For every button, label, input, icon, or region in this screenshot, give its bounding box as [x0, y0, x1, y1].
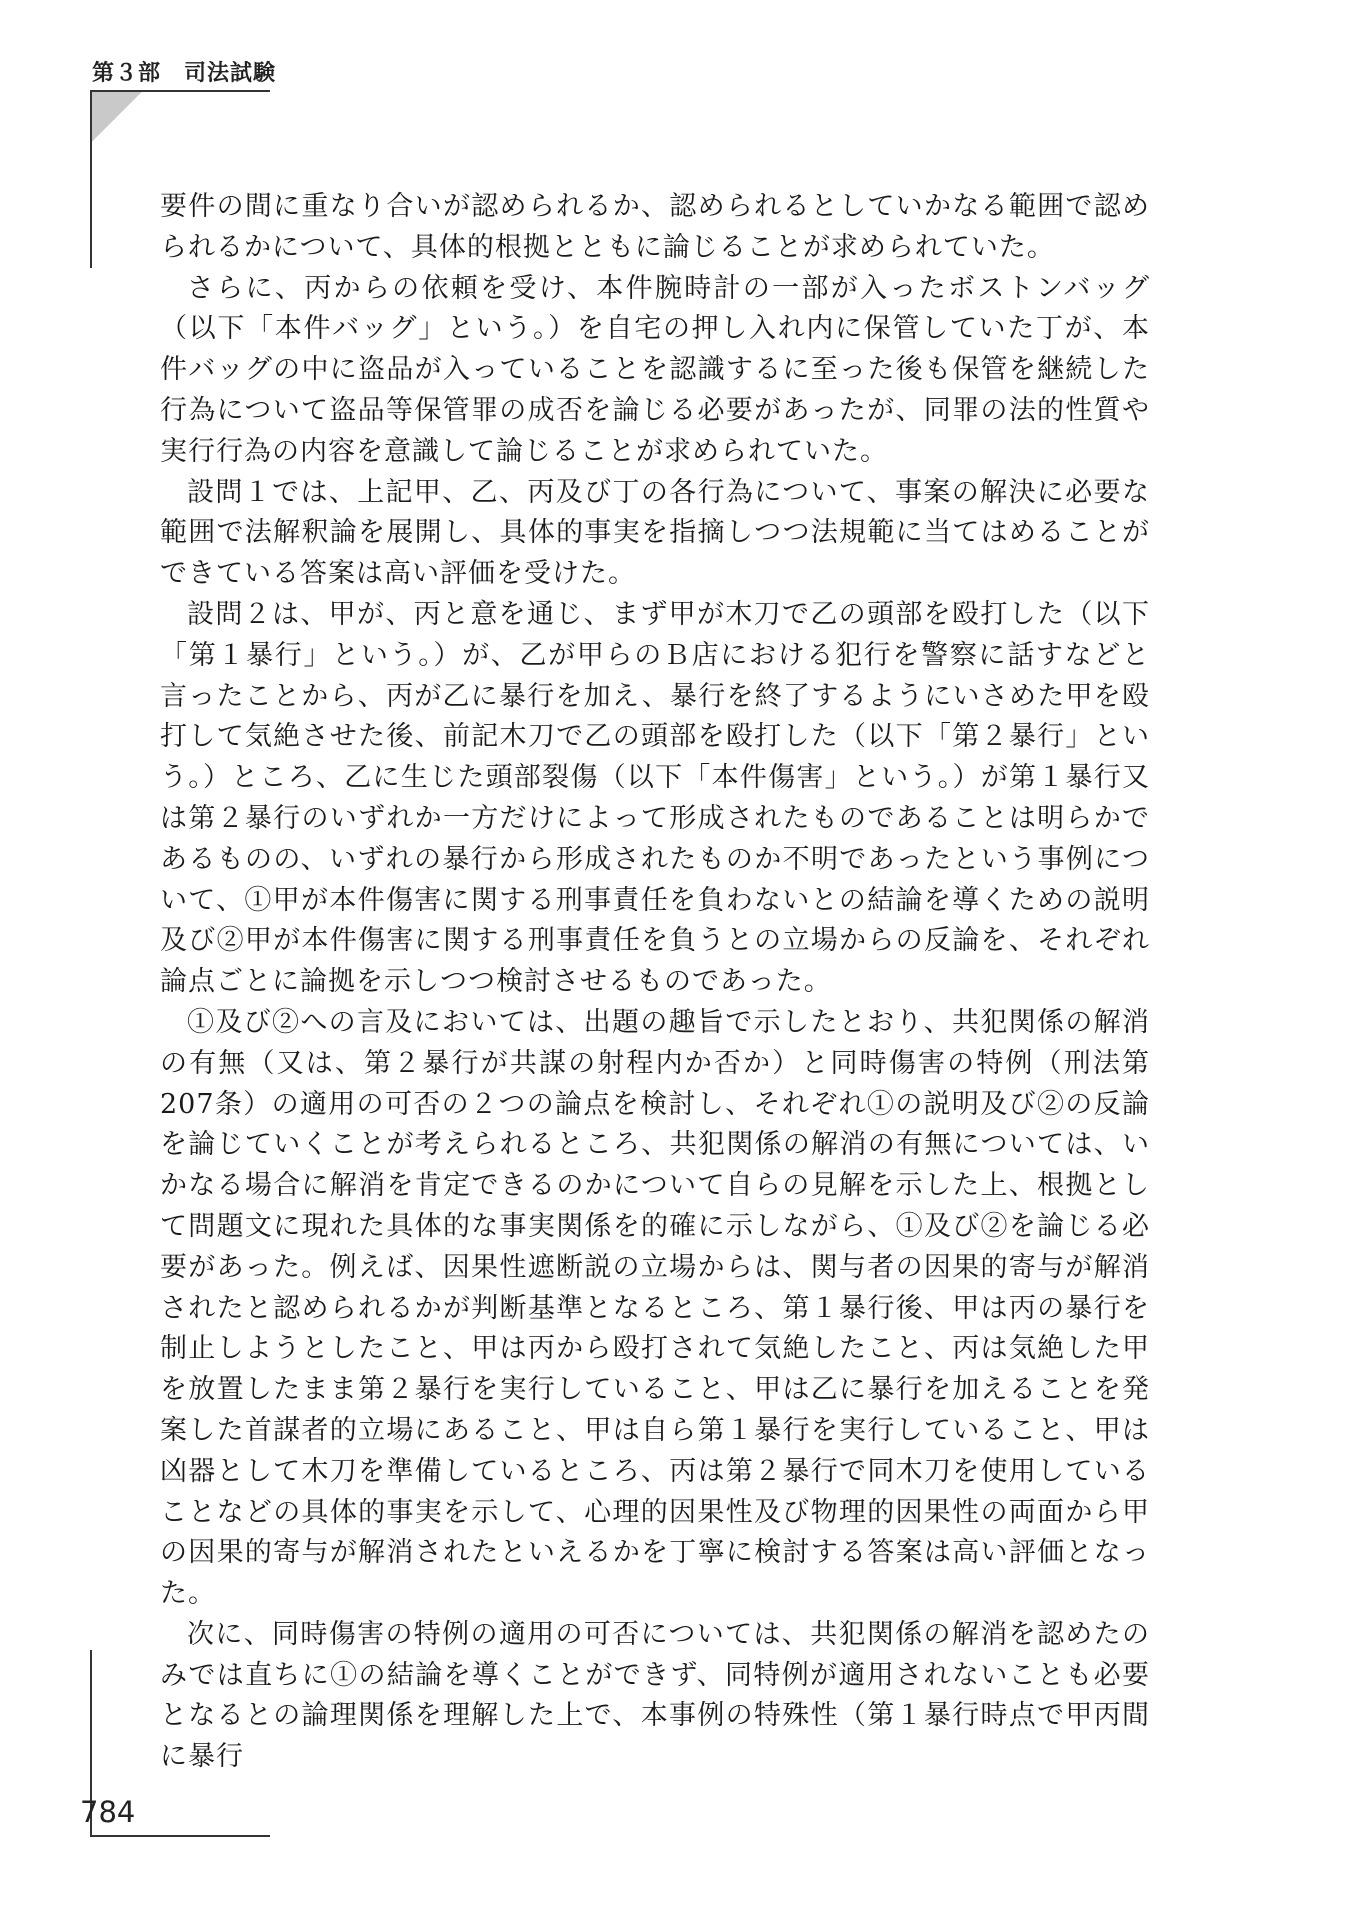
body-text: [160, 187, 1150, 1778]
paragraph: 設問１では、上記甲、乙、丙及び丁の各行為について、事案の解決に必要な範囲で法解釈論を展開し、具体的事実を指摘しつつ法規範に当てはめることができている答案は高い評価を受けた。: [160, 476, 1150, 590]
running-head: 第３部 司法試験: [92, 61, 277, 86]
paragraph: ①及び②への言及においては、出題の趣旨で示したとおり、共犯関係の解消の有無（又は、第２暴行が共謀の射程内か否か）と同時傷害の特例（刑法第207条）の適用の可否の２つの論点を検討し、それぞれ①の説明及び②の反論を論じていくことが考えられるところ、共犯関係の解消の有無については、いかなる場合に解消を肯定できるのかについて自らの見解を示した上、根拠として問題文に現れた具体的な事実関係を的確に示しながら、①及び②を論じる必要があった。例えば、因果性遮断説の立場からは、関与者の因果的寄与が解消されたと認められるかが判断基準となるところ、第１暴行後、甲は丙の暴行を制止しようとしたこと、甲は丙から殴打されて気絶したこと、丙は気絶した甲を放置したまま第２暴行を実行していること、甲は乙に暴行を加えることを発案した首謀者的立場にあること、甲は自ら第１暴行を実行していること、甲は凶器として木刀を準備しているところ、丙は第２暴行で同木刀を使用していることなどの具体的事実を示して、心理的因果性及び物理的因果性の両面から甲の因果的寄与が解消されたといえるかを丁寧に検討する答案は高い評価となった。: [160, 1006, 1150, 1610]
paragraph: 次に、同時傷害の特例の適用の可否については、共犯関係の解消を認めたのみでは直ちに①の結論を導くことができず、同特例が適用されないことも必要となるとの論理関係を理解した上で、本事例の特殊性（第１暴行時点で甲丙間に暴行: [160, 1618, 1150, 1773]
paragraph-continued: 要件の間に重なり合いが認められるか、認められるとしていかなる範囲で認められるかについて、具体的根拠とともに論じることが求められていた。: [160, 191, 1150, 263]
footer-rule: [90, 1835, 270, 1837]
paragraph: さらに、丙からの依頼を受け、本件腕時計の一部が入ったボストンバッグ（以下「本件バッグ」という。）を自宅の押し入れ内に保管していた丁が、本件バッグの中に盗品が入っていることを認識するに至った後も保管を継続した行為について盗品等保管罪の成否を論じる必要があったが、同罪の法的性質や実行行為の内容を意識して論じることが求められていた。: [160, 272, 1150, 467]
corner-triangle-decoration: [92, 92, 142, 142]
paragraph: 設問２は、甲が、丙と意を通じ、まず甲が木刀で乙の頭部を殴打した（以下「第１暴行」という。）が、乙が甲らのＢ店における犯行を警察に話すなどと言ったことから、丙が乙に暴行を加え、暴行を終了するようにいさめた甲を殴打して気絶させた後、前記木刀で乙の頭部を殴打した（以下「第２暴行」という。）ところ、乙に生じた頭部裂傷（以下「本件傷害」という。）が第１暴行又は第２暴行のいずれか一方だけによって形成されたものであることは明らかであるものの、いずれの暴行から形成されたものか不明であったという事例について、①甲が本件傷害に関する刑事責任を負わないとの結論を導くための説明及び②甲が本件傷害に関する刑事責任を負うとの立場からの反論を、それぞれ論点ごとに論拠を示しつつ検討させるものであった。: [160, 598, 1150, 998]
page-number: 784: [80, 1795, 136, 1829]
